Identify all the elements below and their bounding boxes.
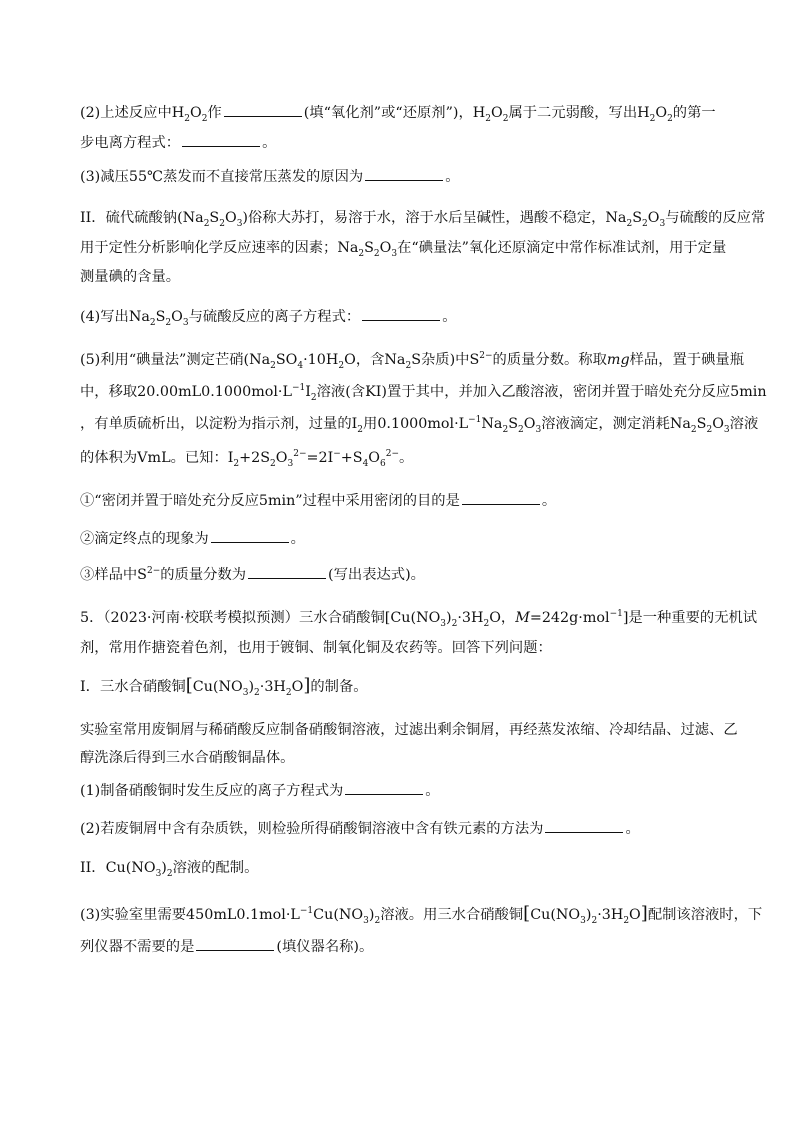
answer-blank[interactable] [545,818,623,833]
section-i-heading: I．三水合硝酸铜$[Cu(NO_3)_2\cdot 3H_2O]$的制备。 [80,675,368,698]
sub-question-p5-2: (2)若废铜屑中含有杂质铁，则检验所得硝酸铜溶液中含有铁元素的方法为 。 [80,818,640,839]
sub-question-2: ②滴定终点的现象为 。 [80,528,305,549]
sub-question-1: ①“密闭并置于暗处充分反应5min”过程中采用密闭的目的是 。 [80,490,556,511]
answer-blank[interactable] [365,166,443,181]
sub-question-3: ③样品中$S^{2-}$的质量分数为 (写出表达式)。 [80,564,425,585]
section-2-line-1: II．硫代硫酸钠$(Na_2S_2O_3)$俗称大苏打，易溶于水，溶于水后呈碱性，遇酸不稳定，$Na_2S_2O_3$与硫酸的反应常 [80,210,766,229]
question-4: (4)写出$Na_2S_2O_3$与硫酸反应的离子方程式： 。 [80,306,456,327]
question-3: (3)减压55℃蒸发而不直接常压蒸发的原因为 。 [80,166,459,187]
question-5-line-3: ，有单质硫析出，以淀粉为指示剂，过量的$I_2$用$0.1000mol\cdot L^{-1}Na_2S_2O_3$溶液滴定，测定消耗$Na_2S_2O_3$溶液 [80,415,759,435]
question-2-line-2: 步电离方程式： 。 [80,132,276,153]
answer-blank[interactable] [462,490,540,505]
answer-blank[interactable] [196,936,274,951]
question-5-line-2: 中，移取$20.00mL0.1000mol\cdot L^{-1}I_2$溶液(含KI)置于其中，并加入乙酸溶液，密闭并置于暗处充分反应5min [80,383,767,403]
answer-blank[interactable] [182,132,260,147]
sub-question-p5-3-line-2: 列仪器不需要的是 (填仪器名称)。 [80,936,373,957]
sub-question-p5-1: (1)制备硝酸铜时发生反应的离子方程式为 。 [80,780,440,801]
paragraph-line-2: 醇洗涤后得到三水合硝酸铜晶体。 [80,750,295,766]
question-2-line-1: (2)上述反应中$H_2O_2$作 (填“氧化剂”或“还原剂”)，$H_2O_2$属于二元弱酸，写出$H_2O_2$的第一 [80,102,716,123]
question-5-line-4: 的体积为VmL。已知：$I_2+2S_2O_3^{2-}=2I^-+S_4O_6^{2-}$。 [80,449,414,469]
answer-blank[interactable] [224,102,302,117]
paragraph-line-1: 实验室常用废铜屑与稀硝酸反应制备硝酸铜溶液，过滤出剩余铜屑，再经蒸发浓缩、冷却结晶、过滤、乙 [80,722,738,738]
sub-question-p5-3-line-1: (3)实验室里需要$450mL0.1mol\cdot L^{-1}Cu(NO_3)_2$溶液。用三水合硝酸铜$[Cu(NO_3)_2\cdot 3H_2O]$配制该溶液时，下 [80,903,763,926]
problem-5-line-1: 5．（2023·河南·校联考模拟预测）三水合硝酸铜[$Cu(NO_3)_2\cdot 3H_2O$，M=242g·mol$^{-1}$]是一种重要的无机试 [80,609,758,629]
answer-blank[interactable] [248,564,326,579]
section-2-line-2: 用于定性分析影响化学反应速率的因素；$Na_2S_2O_3$在“碘量法”氧化还原滴定中常作标准试剂，用于定量 [80,240,727,259]
section-2-line-3: 测量碘的含量。 [80,269,181,285]
section-ii-heading: II．$Cu(NO_3)_2$溶液的配制。 [80,860,259,879]
answer-blank[interactable] [362,306,440,321]
question-5-line-1: (5)利用“碘量法”测定芒硝($Na_2SO_4\cdot 10H_2O$，含$Na_2S$杂质)中$S^{2-}$的质量分数。称取mg样品，置于碘量瓶 [80,351,744,371]
answer-blank[interactable] [345,780,423,795]
problem-5-line-2: 剂，常用作搪瓷着色剂，也用于镀铜、制氧化铜及农药等。回答下列问题： [80,640,552,656]
answer-blank[interactable] [211,528,289,543]
